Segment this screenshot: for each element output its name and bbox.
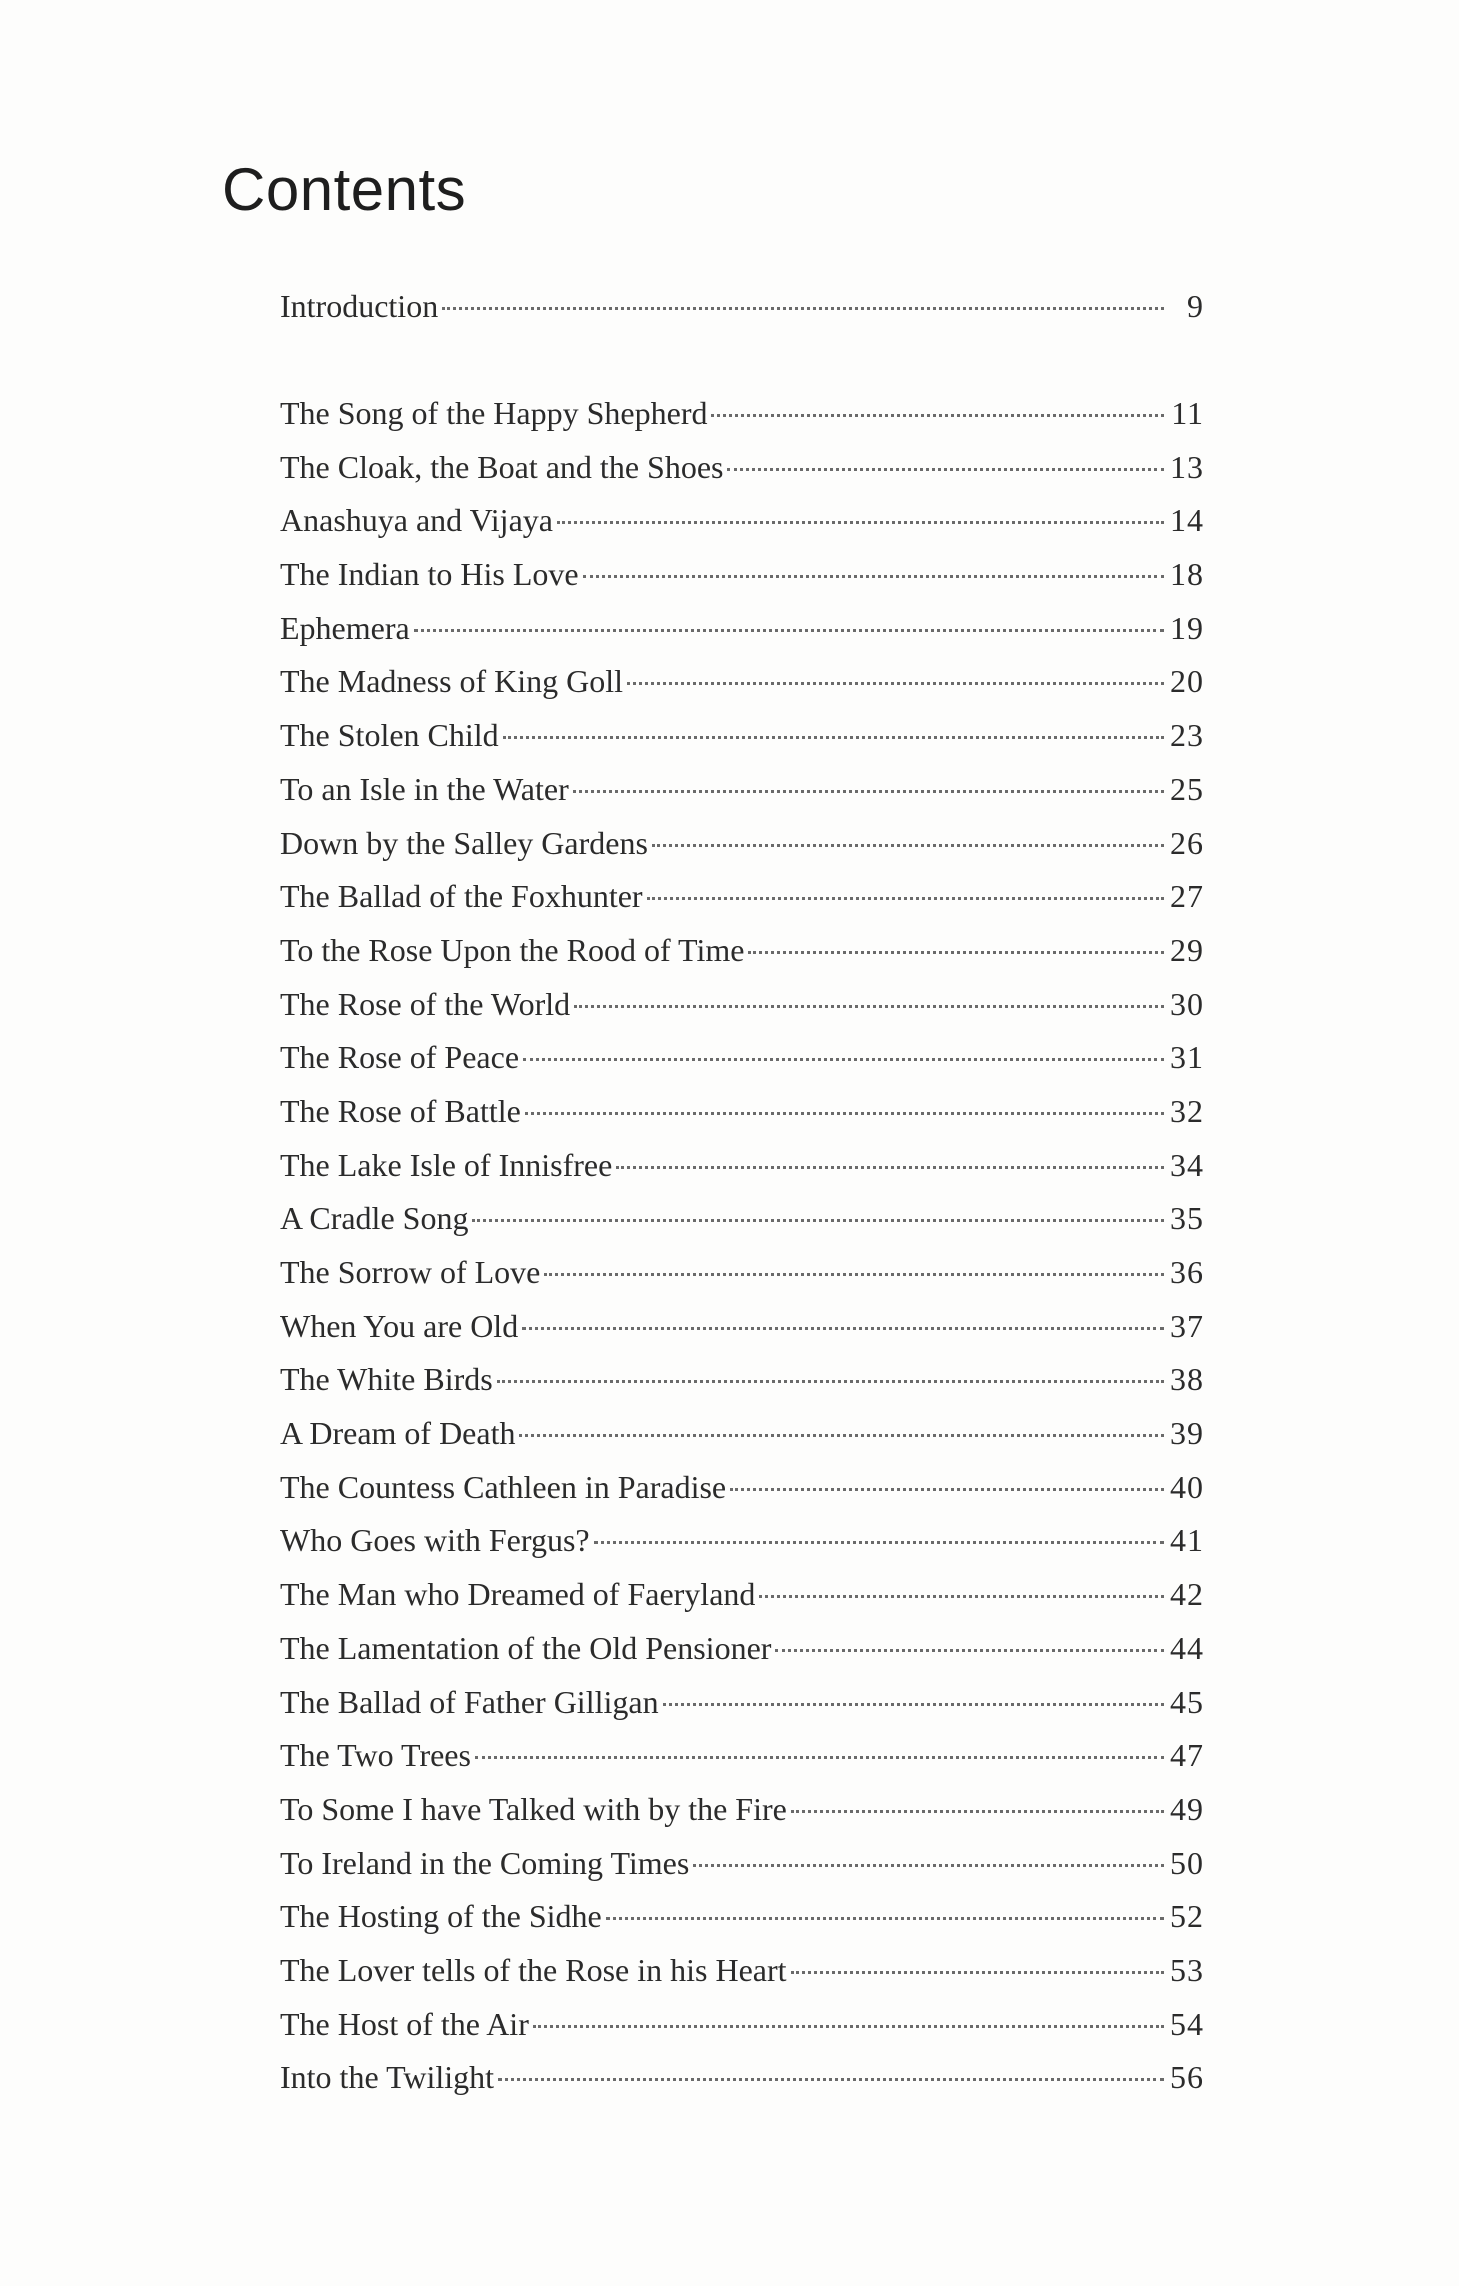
toc-entry-page-number: 38: [1170, 1361, 1204, 1398]
toc-entry-title: The Hosting of the Sidhe: [280, 1898, 602, 1935]
toc-entry-page-number: 26: [1170, 824, 1204, 861]
dot-leader: [442, 307, 1164, 310]
toc-entry-title: Ephemera: [280, 609, 410, 646]
toc-entry-title: The Song of the Happy Shepherd: [280, 395, 708, 431]
dot-leader: [414, 629, 1164, 632]
toc-entry-title: The White Birds: [280, 1361, 493, 1398]
toc-entry-title: The Sorrow of Love: [280, 1254, 541, 1290]
dot-leader: [573, 790, 1164, 793]
toc-entry[interactable]: [280, 1944, 1204, 1998]
toc-entry[interactable]: [280, 1300, 1204, 1354]
toc-entry-page-number: 44: [1170, 1629, 1204, 1666]
toc-entry-page-number: 30: [1170, 985, 1204, 1022]
toc-entry-page-number: 47: [1170, 1737, 1204, 1774]
toc-entry-page-number: 9: [1187, 288, 1204, 324]
toc-entry[interactable]: [280, 763, 1204, 817]
dot-leader: [533, 2025, 1164, 2028]
toc-entry-title: To an Isle in the Water: [280, 770, 569, 807]
toc-entry[interactable]: [280, 1407, 1204, 1461]
toc-entry[interactable]: [280, 1837, 1204, 1891]
toc-entry[interactable]: [280, 1461, 1204, 1515]
dot-leader: [557, 521, 1164, 524]
toc-entry-page-number: 34: [1170, 1146, 1204, 1183]
dot-leader: [472, 1219, 1164, 1222]
toc-entry-page-number: 54: [1170, 2005, 1204, 2042]
dot-leader: [663, 1703, 1164, 1706]
toc-entry-page-number: 36: [1170, 1254, 1204, 1290]
toc-entry-page-number: 31: [1170, 1039, 1204, 1076]
toc-entry-title: To the Rose Upon the Rood of Time: [280, 931, 745, 968]
toc-entry[interactable]: [280, 548, 1204, 602]
toc-entry-title: The Lover tells of the Rose in his Heart: [280, 1951, 787, 1988]
toc-entry-title: To Some I have Talked with by the Fire: [280, 1790, 787, 1827]
dot-leader: [652, 844, 1164, 847]
toc-entry[interactable]: [280, 1998, 1204, 2052]
toc-entry[interactable]: [280, 817, 1204, 871]
dot-leader: [727, 468, 1164, 471]
toc-entry-title: To Ireland in the Coming Times: [280, 1844, 690, 1881]
dot-leader: [759, 1595, 1164, 1598]
toc-entry[interactable]: [280, 1568, 1204, 1622]
toc-entry[interactable]: [280, 924, 1204, 978]
toc-entry-page-number: 50: [1170, 1844, 1204, 1881]
toc-entry-title: The Lake Isle of Innisfree: [280, 1146, 613, 1183]
toc-entry-page-number: 42: [1170, 1576, 1204, 1613]
dot-leader: [606, 1917, 1164, 1920]
toc-entry-title: The Lamentation of the Old Pensioner: [280, 1629, 772, 1666]
toc-entry-page-number: 25: [1170, 770, 1204, 807]
toc-entry[interactable]: [280, 1192, 1204, 1246]
dot-leader: [627, 682, 1164, 685]
toc-entry[interactable]: [280, 280, 1204, 334]
toc-entry[interactable]: [280, 387, 1204, 441]
dot-leader: [498, 2078, 1164, 2081]
toc-entry-title: The Two Trees: [280, 1737, 471, 1774]
dot-leader: [594, 1541, 1164, 1544]
toc-entry-title: Into the Twilight: [280, 2059, 495, 2096]
toc-entry[interactable]: [280, 1246, 1204, 1300]
dot-leader: [583, 575, 1164, 578]
toc-entry[interactable]: [280, 602, 1204, 656]
toc-entry-title: The Countess Cathleen in Paradise: [280, 1468, 727, 1505]
toc-entry-page-number: 23: [1170, 717, 1204, 754]
toc-intro-list: [280, 280, 1204, 334]
dot-leader: [647, 897, 1164, 900]
dot-leader: [775, 1649, 1164, 1652]
toc-entry-title: The Host of the Air: [280, 2005, 529, 2042]
toc-entry-title: The Ballad of the Foxhunter: [280, 878, 643, 915]
dot-leader: [711, 414, 1164, 417]
dot-leader: [522, 1327, 1164, 1330]
toc-entry[interactable]: [280, 870, 1204, 924]
toc-entry[interactable]: [280, 978, 1204, 1032]
toc-entry-page-number: 19: [1170, 609, 1204, 646]
dot-leader: [503, 736, 1164, 739]
toc-entry-page-number: 53: [1170, 1951, 1204, 1988]
toc-entry[interactable]: [280, 1783, 1204, 1837]
dot-leader: [791, 1810, 1164, 1813]
dot-leader: [748, 951, 1164, 954]
dot-leader: [616, 1166, 1164, 1169]
toc-entry-page-number: 29: [1170, 931, 1204, 968]
toc-entry-page-number: 13: [1170, 448, 1204, 485]
dot-leader: [497, 1380, 1164, 1383]
dot-leader: [693, 1864, 1164, 1867]
toc-entry[interactable]: [280, 1139, 1204, 1193]
toc-entry-page-number: 56: [1170, 2059, 1204, 2096]
toc-entry[interactable]: [280, 494, 1204, 548]
toc-entry-page-number: 18: [1170, 556, 1204, 593]
toc-entry-title: The Cloak, the Boat and the Shoes: [280, 448, 724, 485]
toc-entry-page-number: 37: [1170, 1307, 1204, 1344]
dot-leader: [574, 1005, 1164, 1008]
toc-entry-page-number: 14: [1170, 502, 1204, 539]
toc-entry-title: The Ballad of Father Gilligan: [280, 1683, 659, 1720]
toc-entry-title: The Man who Dreamed of Faeryland: [280, 1576, 756, 1613]
page-title: Contents: [222, 156, 467, 223]
toc-entry-page-number: 20: [1170, 663, 1204, 700]
toc-entry[interactable]: [280, 1676, 1204, 1730]
toc-entry-page-number: 35: [1170, 1200, 1204, 1237]
toc-entry-page-number: 27: [1170, 878, 1204, 915]
dot-leader: [525, 1112, 1164, 1115]
toc-entry[interactable]: [280, 1622, 1204, 1676]
toc-entry-title: When You are Old: [280, 1307, 519, 1344]
toc-entry-title: A Cradle Song: [280, 1200, 469, 1237]
toc-entry-page-number: 41: [1170, 1522, 1204, 1559]
dot-leader: [544, 1273, 1164, 1276]
toc-entry[interactable]: [280, 2051, 1204, 2105]
toc-entry-title: Anashuya and Vijaya: [280, 502, 553, 539]
dot-leader: [519, 1434, 1164, 1437]
toc-list: [280, 387, 1204, 2105]
toc-entry-title: The Rose of Peace: [280, 1039, 520, 1076]
toc-entry[interactable]: [280, 441, 1204, 495]
toc-entry-title: Introduction: [280, 288, 439, 324]
toc-entry[interactable]: [280, 655, 1204, 709]
toc-entry-page-number: 32: [1170, 1092, 1204, 1129]
toc-entry-title: Down by the Salley Gardens: [280, 824, 648, 861]
dot-leader: [523, 1058, 1164, 1061]
toc-entry-page-number: 45: [1170, 1683, 1204, 1720]
toc-entry-page-number: 52: [1170, 1898, 1204, 1935]
toc-entry-page-number: 39: [1170, 1415, 1204, 1452]
toc-entry[interactable]: [280, 1085, 1204, 1139]
toc-entry[interactable]: [280, 1514, 1204, 1568]
dot-leader: [791, 1971, 1164, 1974]
toc-entry[interactable]: [280, 1031, 1204, 1085]
toc-entry[interactable]: [280, 709, 1204, 763]
toc-entry[interactable]: [280, 1353, 1204, 1407]
toc-entry-page-number: 49: [1170, 1790, 1204, 1827]
toc-entry-title: The Indian to His Love: [280, 556, 579, 593]
dot-leader: [475, 1756, 1164, 1759]
toc-entry-title: The Stolen Child: [280, 717, 499, 754]
toc-entry-page-number: 11: [1171, 395, 1204, 431]
dot-leader: [730, 1488, 1164, 1491]
toc-entry-title: Who Goes with Fergus?: [280, 1522, 590, 1559]
toc-entry-page-number: 40: [1170, 1468, 1204, 1505]
toc-entry-title: The Rose of Battle: [280, 1092, 521, 1129]
toc-entry[interactable]: [280, 1890, 1204, 1944]
toc-entry-title: The Rose of the World: [280, 985, 571, 1022]
toc-entry-title: The Madness of King Goll: [280, 663, 624, 700]
toc-entry[interactable]: [280, 1729, 1204, 1783]
toc-entry-title: A Dream of Death: [280, 1415, 516, 1452]
